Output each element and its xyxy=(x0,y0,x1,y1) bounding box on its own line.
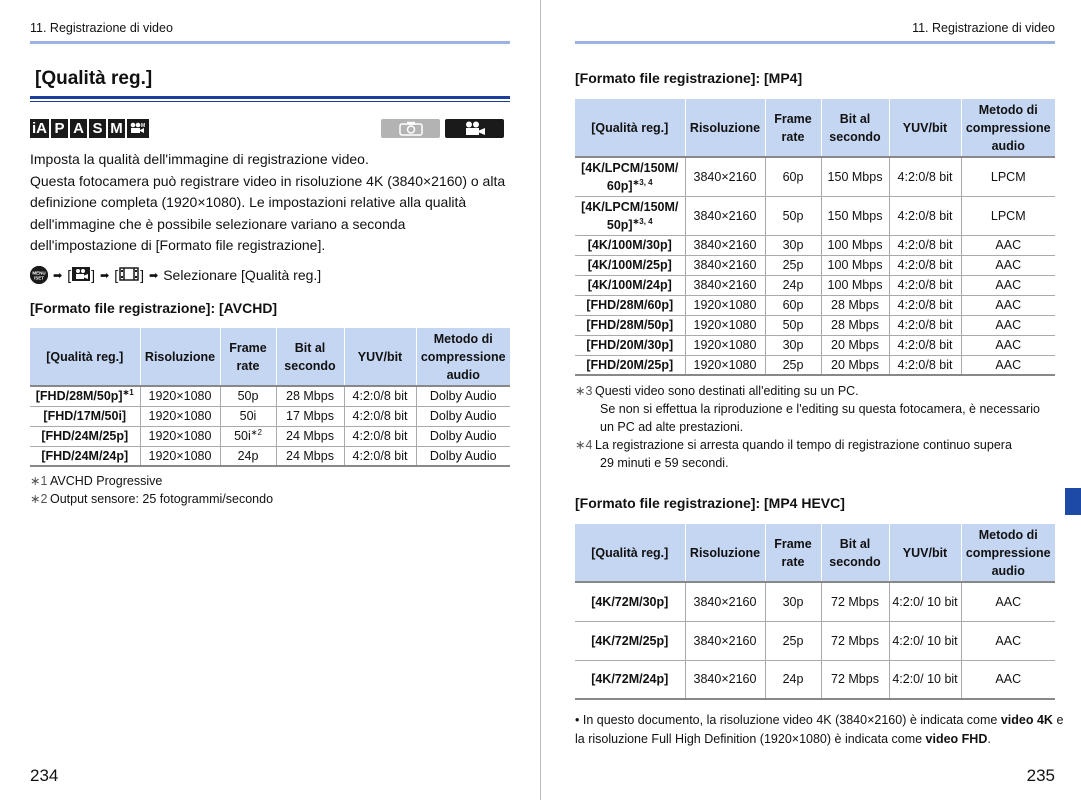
menu-path xyxy=(30,266,321,284)
section-heading-mp4: [Formato file registrazione]: [MP4] xyxy=(575,70,803,86)
frame-rate-value: 30p xyxy=(782,594,804,609)
footnote xyxy=(30,490,273,508)
yuv-cell: 4:2:0/ 10 bit xyxy=(889,621,961,660)
column-header: YUV/bit xyxy=(889,524,961,582)
photo-camera-icon xyxy=(381,119,440,138)
section-heading-avchd: [Formato file registrazione]: [AVCHD] xyxy=(30,300,278,316)
frame-rate-value: 30p xyxy=(782,238,804,252)
column-header: [Qualità reg.] xyxy=(575,524,685,582)
film-icon xyxy=(119,267,139,284)
column-header: Bit al secondo xyxy=(276,328,344,386)
bitrate-cell: 20 Mbps xyxy=(821,355,889,375)
quality-cell xyxy=(30,386,140,406)
mode-p-icon: P xyxy=(51,119,68,138)
menu-path-text: Selezionare [Qualità reg.] xyxy=(163,267,322,283)
yuv-cell: 4:2:0/8 bit xyxy=(889,315,961,335)
column-header: YUV/bit xyxy=(889,99,961,157)
column-header: Metodo di compressione audio xyxy=(416,328,510,386)
quality-value: [4K/LPCM/150M/ 60p] xyxy=(581,160,679,193)
footnote-line xyxy=(575,382,1040,400)
footnote-line xyxy=(575,400,1040,418)
frame-rate-cell xyxy=(765,335,821,355)
mp4-notes xyxy=(575,382,1040,472)
yuv-cell: 4:2:0/8 bit xyxy=(889,275,961,295)
table-row xyxy=(575,355,1055,375)
quality-value: [FHD/28M/60p] xyxy=(586,298,674,312)
frame-rate-value: 50p xyxy=(782,318,804,332)
quality-cell xyxy=(575,355,685,375)
footnote-text: Questi video sono destinati all'editing su un PC. xyxy=(595,384,859,398)
bitrate-cell: 72 Mbps xyxy=(821,660,889,699)
footnote-ref: ∗3, 4 xyxy=(632,216,653,226)
column-header: Risoluzione xyxy=(685,99,765,157)
footnote-text: Se non si effettua la riproduzione e l'editing su questa fotocamera, è necessario xyxy=(600,402,1040,416)
yuv-cell: 4:2:0/8 bit xyxy=(889,295,961,315)
audio-cell: AAC xyxy=(961,621,1055,660)
menu-tab-film xyxy=(114,267,144,284)
audio-cell: AAC xyxy=(961,235,1055,255)
table-row xyxy=(30,446,510,466)
mode-icons xyxy=(30,119,149,138)
audio-cell: AAC xyxy=(961,275,1055,295)
bracket-open: [ xyxy=(114,267,119,283)
quality-cell xyxy=(30,406,140,426)
table-row xyxy=(575,235,1055,255)
page-number: 235 xyxy=(1026,766,1055,785)
column-header: [Qualità reg.] xyxy=(30,328,140,386)
yuv-cell: 4:2:0/8 bit xyxy=(889,355,961,375)
bitrate-cell: 100 Mbps xyxy=(821,275,889,295)
frame-rate-cell xyxy=(765,196,821,235)
footnote-line xyxy=(575,436,1040,454)
quality-cell xyxy=(575,335,685,355)
yuv-cell: 4:2:0/8 bit xyxy=(889,255,961,275)
table-row xyxy=(575,335,1055,355)
footnote-mark: ∗2 xyxy=(30,492,48,506)
yuv-cell: 4:2:0/8 bit xyxy=(344,406,416,426)
column-header: [Qualità reg.] xyxy=(575,99,685,157)
mode-s-icon: S xyxy=(89,119,106,138)
header-rule xyxy=(30,41,510,44)
audio-cell: AAC xyxy=(961,255,1055,275)
quality-cell xyxy=(575,621,685,660)
mp4-table xyxy=(575,99,1055,376)
footnote-text: Output sensore: 25 fotogrammi/secondo xyxy=(50,492,274,506)
audio-cell: AAC xyxy=(961,582,1055,621)
bullet-text: video FHD xyxy=(925,732,988,746)
footnote xyxy=(30,472,273,490)
quality-value: [4K/100M/30p] xyxy=(587,238,672,252)
frame-rate-cell xyxy=(765,157,821,196)
frame-rate-value: 50p xyxy=(237,389,259,404)
bitrate-cell: 20 Mbps xyxy=(821,335,889,355)
frame-rate-value: 50i xyxy=(239,409,257,423)
audio-cell: AAC xyxy=(961,355,1055,375)
resolution-cell: 1920×1080 xyxy=(685,295,765,315)
footnote-ref: ∗1 xyxy=(122,388,134,398)
column-header: Frame rate xyxy=(765,99,821,157)
footnote-line xyxy=(575,418,1040,436)
yuv-cell: 4:2:0/8 bit xyxy=(344,386,416,406)
column-header: Frame rate xyxy=(765,524,821,582)
quality-cell xyxy=(575,315,685,335)
frame-rate-cell xyxy=(220,446,276,466)
frame-rate-value: 25p xyxy=(782,357,804,372)
audio-cell: Dolby Audio xyxy=(416,386,510,406)
frame-rate-cell xyxy=(765,275,821,295)
bitrate-cell: 150 Mbps xyxy=(821,196,889,235)
frame-rate-value: 60p xyxy=(782,169,804,184)
column-header: Bit al secondo xyxy=(821,99,889,157)
frame-rate-cell xyxy=(220,386,276,406)
quality-cell xyxy=(575,255,685,275)
yuv-cell: 4:2:0/8 bit xyxy=(889,235,961,255)
bitrate-cell: 100 Mbps xyxy=(821,235,889,255)
footnote-mark: ∗3 xyxy=(575,384,593,398)
column-header: Frame rate xyxy=(220,328,276,386)
table-row xyxy=(30,386,510,406)
table-row xyxy=(30,406,510,426)
audio-cell: Dolby Audio xyxy=(416,446,510,466)
audio-cell: AAC xyxy=(961,315,1055,335)
title-rule xyxy=(30,96,510,99)
bitrate-cell: 24 Mbps xyxy=(276,426,344,446)
bullet-text: video 4K xyxy=(1000,713,1053,727)
bitrate-cell: 150 Mbps xyxy=(821,157,889,196)
avchd-table xyxy=(30,328,510,467)
table-row xyxy=(575,660,1055,699)
intro-line: Imposta la qualità dell'immagine di registrazione video. xyxy=(30,151,369,167)
quality-cell xyxy=(575,582,685,621)
frame-rate-cell xyxy=(765,660,821,699)
video-camera-icon xyxy=(445,119,504,138)
svg-text:M: M xyxy=(141,122,146,129)
frame-rate-value: 24p xyxy=(237,448,259,463)
arrow-right-icon: ➡ xyxy=(100,269,110,282)
header-rule xyxy=(575,41,1055,44)
mode-m-icon: M xyxy=(108,119,125,138)
page-number: 234 xyxy=(30,766,59,785)
quality-value: [4K/72M/30p] xyxy=(591,594,669,609)
quality-value: [FHD/24M/24p] xyxy=(41,448,129,463)
title-rule-thin xyxy=(30,101,510,102)
quality-value: [FHD/28M/50p] xyxy=(586,318,674,332)
note-bullet xyxy=(575,711,1065,749)
quality-value: [FHD/24M/25p] xyxy=(41,429,129,443)
frame-rate-cell xyxy=(765,295,821,315)
footnote-mark: ∗1 xyxy=(30,474,48,488)
frame-rate-cell xyxy=(765,621,821,660)
quality-value: [4K/72M/25p] xyxy=(591,633,669,648)
audio-cell: Dolby Audio xyxy=(416,406,510,426)
frame-rate-cell xyxy=(220,406,276,426)
resolution-cell: 3840×2160 xyxy=(685,621,765,660)
mode-a-icon: A xyxy=(70,119,87,138)
resolution-cell: 3840×2160 xyxy=(685,660,765,699)
frame-rate-value: 24p xyxy=(782,278,804,292)
table-row xyxy=(575,582,1055,621)
audio-cell: LPCM xyxy=(961,157,1055,196)
resolution-cell: 1920×1080 xyxy=(140,386,220,406)
resolution-cell: 3840×2160 xyxy=(685,157,765,196)
audio-cell: AAC xyxy=(961,660,1055,699)
bitrate-cell: 28 Mbps xyxy=(821,295,889,315)
bitrate-cell: 28 Mbps xyxy=(276,386,344,406)
bullet-text: In questo documento, la risoluzione video 4K (3840×2160) è indicata come xyxy=(582,713,1001,727)
audio-cell: AAC xyxy=(961,335,1055,355)
resolution-cell: 3840×2160 xyxy=(685,275,765,295)
bitrate-cell: 28 Mbps xyxy=(821,315,889,335)
avchd-notes xyxy=(30,472,273,508)
quality-value: [FHD/17M/50i] xyxy=(43,409,127,423)
yuv-cell: 4:2:0/8 bit xyxy=(344,446,416,466)
arrow-right-icon: ➡ xyxy=(53,269,63,282)
footnote-text: La registrazione si arresta quando il tempo di registrazione continuo supera xyxy=(595,438,1012,452)
quality-value: [4K/LPCM/150M/ 50p] xyxy=(581,199,679,232)
resolution-cell: 1920×1080 xyxy=(685,335,765,355)
movie-mode-icon xyxy=(127,119,149,138)
table-row xyxy=(30,426,510,446)
quality-value: [FHD/28M/50p] xyxy=(35,389,123,404)
resolution-cell: 3840×2160 xyxy=(685,235,765,255)
quality-cell xyxy=(575,235,685,255)
table-row xyxy=(575,315,1055,335)
table-row xyxy=(575,621,1055,660)
frame-rate-cell xyxy=(765,582,821,621)
mode-ia-icon: iA xyxy=(32,120,47,137)
section-heading-hevc: [Formato file registrazione]: [MP4 HEVC] xyxy=(575,495,845,511)
footnote-text: un PC ad alte prestazioni. xyxy=(600,420,744,434)
frame-rate-cell xyxy=(220,426,276,446)
running-header: 11. Registrazione di video xyxy=(912,21,1055,35)
column-header: Risoluzione xyxy=(140,328,220,386)
column-header: YUV/bit xyxy=(344,328,416,386)
arrow-right-icon: ➡ xyxy=(149,269,159,282)
resolution-cell: 1920×1080 xyxy=(140,406,220,426)
resolution-cell: 3840×2160 xyxy=(685,582,765,621)
left-page xyxy=(0,0,540,800)
quality-cell xyxy=(575,196,685,235)
frame-rate-value: 25p xyxy=(782,633,804,648)
table-row xyxy=(575,196,1055,235)
frame-rate-value: 25p xyxy=(782,258,804,272)
bracket-open: [ xyxy=(67,267,72,283)
right-page xyxy=(541,0,1081,800)
footnote-mark: ∗4 xyxy=(575,438,593,452)
menu-tab-video xyxy=(67,267,95,284)
quality-cell xyxy=(575,660,685,699)
footnote-line xyxy=(575,454,1040,472)
frame-rate-cell xyxy=(765,235,821,255)
quality-cell xyxy=(575,275,685,295)
frame-rate-cell xyxy=(765,315,821,335)
quality-value: [4K/72M/24p] xyxy=(591,672,669,687)
quality-value: [FHD/20M/25p] xyxy=(586,357,674,372)
menu-set-icon xyxy=(30,266,48,284)
bitrate-cell: 72 Mbps xyxy=(821,582,889,621)
bitrate-cell: 72 Mbps xyxy=(821,621,889,660)
table-row xyxy=(575,157,1055,196)
column-header: Metodo di compressione audio xyxy=(961,99,1055,157)
table-row xyxy=(575,275,1055,295)
bullet-text: . xyxy=(987,732,991,746)
footnote-text: AVCHD Progressive xyxy=(50,474,163,488)
frame-rate-value: 50p xyxy=(782,208,804,223)
section-tab-marker xyxy=(1065,488,1081,515)
quality-value: [FHD/20M/30p] xyxy=(586,338,674,352)
column-header: Risoluzione xyxy=(685,524,765,582)
yuv-cell: 4:2:0/8 bit xyxy=(344,426,416,446)
audio-cell: AAC xyxy=(961,295,1055,315)
resolution-cell: 1920×1080 xyxy=(685,315,765,335)
quality-value: [4K/100M/25p] xyxy=(587,258,672,272)
quality-value: [4K/100M/24p] xyxy=(587,278,672,292)
table-row xyxy=(575,295,1055,315)
table-row xyxy=(575,255,1055,275)
frame-rate-value: 30p xyxy=(782,338,804,352)
yuv-cell: 4:2:0/8 bit xyxy=(889,157,961,196)
column-header: Bit al secondo xyxy=(821,524,889,582)
footnote-text: 29 minuti e 59 secondi. xyxy=(600,456,729,470)
yuv-cell: 4:2:0/ 10 bit xyxy=(889,660,961,699)
frame-rate-value: 24p xyxy=(782,672,804,687)
quality-cell xyxy=(575,295,685,315)
resolution-cell: 3840×2160 xyxy=(685,196,765,235)
quality-cell xyxy=(575,157,685,196)
svg-text:/SET: /SET xyxy=(33,275,45,281)
page-title: [Qualità reg.] xyxy=(35,68,153,89)
yuv-cell: 4:2:0/8 bit xyxy=(889,335,961,355)
intro-line: Questa fotocamera può registrare video in risoluzione 4K (3840×2160) o alta definizione completa (1920×1080). Le impostazioni relative alla qualità dell'immagine che è possibile selezionare variano a seconda dell'impostazione di [Formato file registrazione]. xyxy=(30,172,506,253)
yuv-cell: 4:2:0/ 10 bit xyxy=(889,582,961,621)
hevc-table xyxy=(575,524,1055,700)
bitrate-cell: 100 Mbps xyxy=(821,255,889,275)
running-header: 11. Registrazione di video xyxy=(30,21,173,35)
resolution-cell: 1920×1080 xyxy=(140,446,220,466)
svg-text:MENU: MENU xyxy=(32,270,46,276)
footnote-ref: ∗2 xyxy=(250,427,262,437)
quality-cell xyxy=(30,426,140,446)
bracket-close: ] xyxy=(140,267,144,283)
resolution-cell: 1920×1080 xyxy=(140,426,220,446)
frame-rate-cell xyxy=(765,355,821,375)
frame-rate-value: 50i xyxy=(234,429,251,443)
audio-cell: LPCM xyxy=(961,196,1055,235)
resolution-cell: 1920×1080 xyxy=(685,355,765,375)
quality-cell xyxy=(30,446,140,466)
yuv-cell: 4:2:0/8 bit xyxy=(889,196,961,235)
resolution-cell: 3840×2160 xyxy=(685,255,765,275)
bullet-text: e la risoluzione Full High Definition (1920×1080) è indicata come xyxy=(575,713,1064,746)
column-header: Metodo di compressione audio xyxy=(961,524,1055,582)
frame-rate-value: 60p xyxy=(782,298,804,312)
bitrate-cell: 17 Mbps xyxy=(276,406,344,426)
bullet-mark: • xyxy=(575,713,580,727)
intro-text xyxy=(30,149,510,257)
bracket-close: ] xyxy=(91,267,95,283)
audio-cell: Dolby Audio xyxy=(416,426,510,446)
video-camera-icon xyxy=(72,267,90,284)
frame-rate-cell xyxy=(765,255,821,275)
bitrate-cell: 24 Mbps xyxy=(276,446,344,466)
footnote-ref: ∗3, 4 xyxy=(632,177,653,187)
